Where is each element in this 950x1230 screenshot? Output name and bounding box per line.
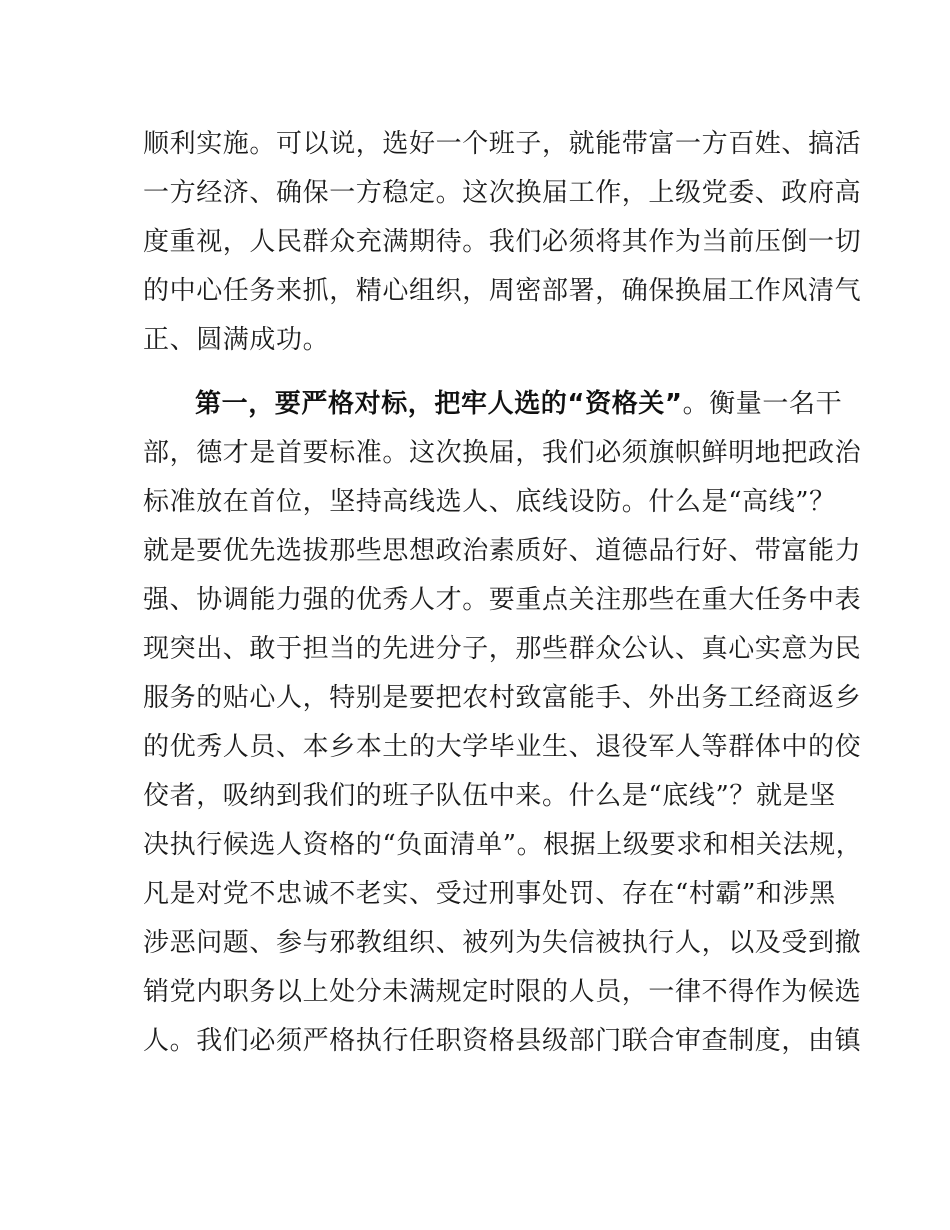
text-line: 正、圆满成功。 xyxy=(143,325,330,355)
paragraph-intro xyxy=(143,120,862,365)
text-line: 的优秀人员、本乡本土的大学毕业生、退役军人等群体中的佼 xyxy=(143,732,862,762)
text-line: 部，德才是首要标准。这次换届，我们必须旗帜鲜明地把政治 xyxy=(143,438,862,468)
text-line: 一方经济、确保一方稳定。这次换届工作，上级党委、政府高 xyxy=(143,178,862,208)
text-line: 凡是对党不忠诚不老实、受过刑事处罚、存在“村霸”和涉黑 xyxy=(143,879,836,909)
text-line: 顺利实施。可以说，选好一个班子，就能带富一方百姓、搞活 xyxy=(143,129,862,159)
paragraph-qualification xyxy=(143,380,863,1066)
text-line: 强、协调能力强的优秀人才。要重点关注那些在重大任务中表 xyxy=(143,585,862,615)
text-line: 销党内职务以上处分未满规定时限的人员，一律不得作为候选 xyxy=(143,977,862,1007)
text-line: 的中心任务来抓，精心组织，周密部署，确保换届工作风清气 xyxy=(143,276,862,306)
text-run: 。衡量一名干 xyxy=(682,389,843,419)
text-line: 就是要优先选拔那些思想政治素质好、道德品行好、带富能力 xyxy=(143,536,862,566)
text-line: 人。我们必须严格执行任职资格县级部门联合审查制度，由镇 xyxy=(143,1026,862,1056)
section-heading: 第一，要严格对标，把牢人选的“资格关” xyxy=(195,389,683,419)
text-line: 佼者，吸纳到我们的班子队伍中来。什么是“底线”？就是坚 xyxy=(143,781,836,811)
text-line: 现突出、敢于担当的先进分子，那些群众公认、真心实意为民 xyxy=(143,634,862,664)
text-line: 度重视，人民群众充满期待。我们必须将其作为当前压倒一切 xyxy=(143,227,862,257)
text-line: 决执行候选人资格的“负面清单”。根据上级要求和相关法规， xyxy=(143,830,863,860)
text-line: 涉恶问题、参与邪教组织、被列为失信被执行人，以及受到撤 xyxy=(143,928,862,958)
text-line: 标准放在首位，坚持高线选人、底线设防。什么是“高线”？ xyxy=(143,487,836,517)
paragraph-first-line xyxy=(143,380,843,429)
text-line: 服务的贴心人，特别是要把农村致富能手、外出务工经商返乡 xyxy=(143,683,862,713)
